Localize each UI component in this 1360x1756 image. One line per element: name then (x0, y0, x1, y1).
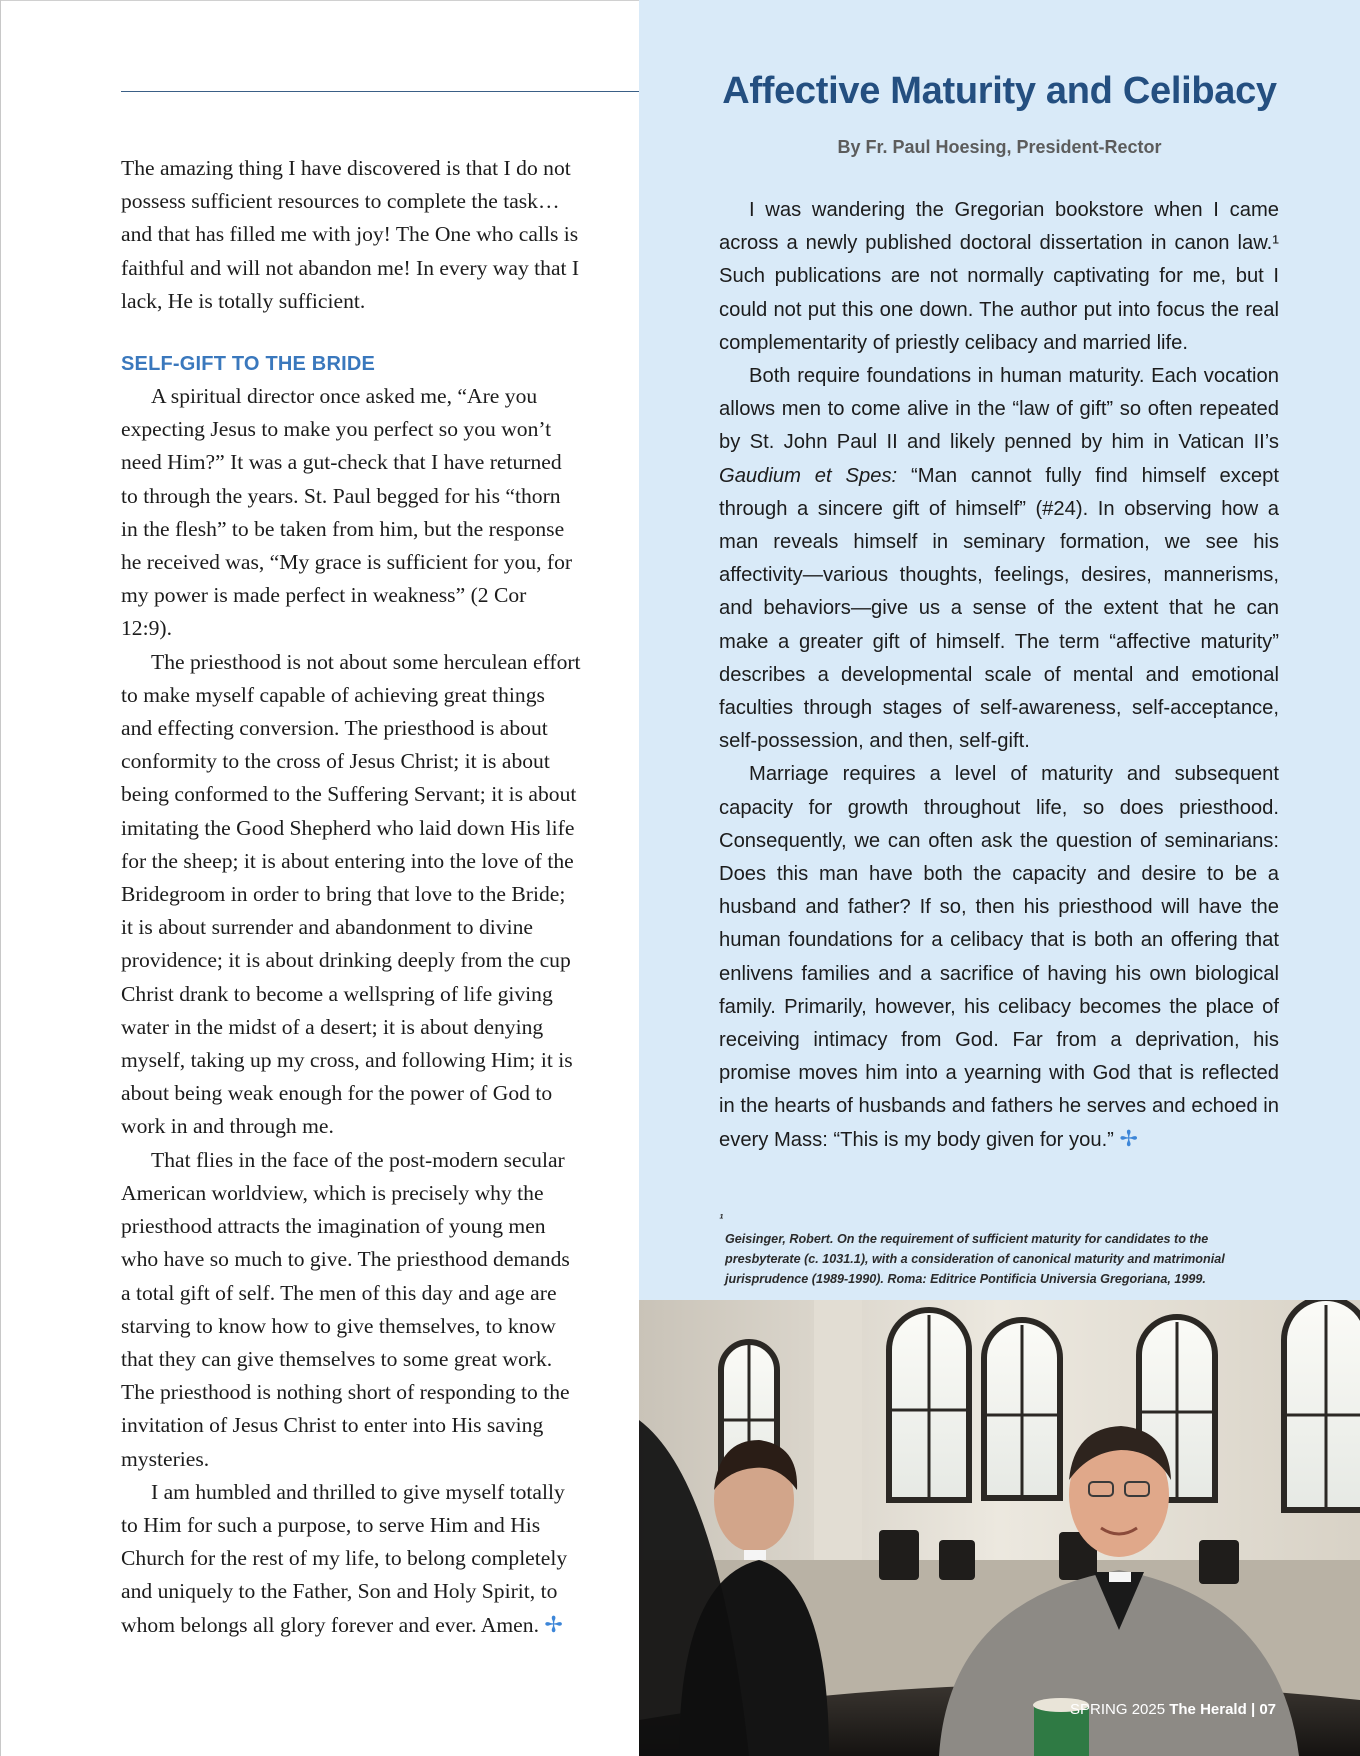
photo-illustration (639, 1300, 1360, 1756)
body-paragraph: A spiritual director once asked me, “Are you expecting Jesus to make you perfect so you won’t need Him?” It was a gut-check that I have returned to through the years. St. Paul begged for his “thorn in the flesh” to be taken from him, but the response he received was, “My grace is sufficient for you, for my power is made perfect in weakness” (2 Cor 12:9). (121, 384, 573, 641)
italic-title: Gaudium et Spes: (719, 464, 898, 487)
closing-paragraph (121, 1476, 581, 1642)
article-panel (639, 0, 1360, 1300)
footnote (719, 1209, 1279, 1289)
folio-page-number: 07 (1259, 1701, 1276, 1718)
p3-text: Marriage requires a level of maturity and subsequent capacity for growth throughout life, so does priesthood. Consequently, we can often ask the question of seminarians: Does this man have both the capacity and desire to be a husband and father? If so, then his priesthood will have the human foundations for a celibacy that is both an offering that enlivens families and a sacrifice of having his own biological family. Primarily, however, his celibacy becomes the place of receiving intimacy from God. Far from a deprivation, his promise moves him into a yearning with God that is reflected in the hearts of husbands and fathers he serves and echoed in every Mass: “This is my body given for you.” (719, 763, 1279, 1151)
footnote-text: Geisinger, Robert. On the requirement of sufficient maturity for candidates to the presbyterate (c. 1031.1), with a consideration of canonical maturity and matrimonial jurisprudence (1989-1990). Roma: Editrice Pontificia Universia Gregoriana, 1999. (725, 1232, 1225, 1286)
left-column (121, 152, 581, 1642)
cross-end-icon: ✢ (1119, 1126, 1138, 1152)
body-paragraph: That flies in the face of the post-modern secular American worldview, which is precisely why the priesthood attracts the imagination of young men who have so much to give. The priesthood demands a total gift of self. The men of this day and age are starving to know how to give themselves, to know that they can give themselves to some great work. The priesthood is nothing short of responding to the invitation of Jesus Christ to enter into His saving mysteries. (121, 1147, 570, 1471)
article-title: Affective Maturity and Celibacy (722, 70, 1277, 112)
page-left-border (0, 0, 1, 1756)
page-top-border (0, 0, 639, 1)
p2-text-start: Both require foundations in human maturity. Each vocation allows men to come alive in the “law of gift” so often repeated by St. John Paul II and likely penned by him in Vatican II’s (719, 365, 1279, 454)
cross-end-icon: ✢ (544, 1612, 563, 1638)
body-paragraph: The priesthood is not about some herculean effort to make myself capable of achieving great things and effecting conversion. The priesthood is about conformity to the cross of Jesus Christ; it is about being conformed to the Suffering Servant; it is about imitating the Good Shepherd who laid down His life for the sheep; it is about entering into the love of the Bridegroom in order to bring that love to the Bride; it is about surrender and abandonment to divine providence; it is about drinking deeply from the cup Christ drank to become a wellspring of life giving water in the midst of a desert; it is about denying myself, taking up my cross, and following Him; it is about being weak enough for the power of God to work in and through me. (121, 649, 581, 1139)
pillar (814, 1300, 862, 1600)
folio-publication: The Herald (1169, 1701, 1247, 1718)
section-heading: SELF-GIFT TO THE BRIDE (121, 353, 376, 376)
page-folio (1070, 1701, 1276, 1718)
article-photo (639, 1300, 1360, 1756)
article-paragraph: I was wandering the Gregorian bookstore when I came across a newly published doctoral dissertation in canon law.¹ Such publications are not normally captivating for me, but I could not put this one down. The author put into focus the real complementarity of priestly celibacy and married life. (719, 199, 1279, 354)
article-byline: By Fr. Paul Hoesing, President-Rector (837, 137, 1162, 157)
folio-separator: | (1250, 1701, 1256, 1718)
article-paragraph (719, 758, 1279, 1156)
folio-season: SPRING 2025 (1070, 1701, 1166, 1718)
footnote-marker: ¹ (719, 1212, 724, 1226)
p2-text-end: “Man cannot fully find himself except through a sincere gift of himself” (#24). In observing how a man reveals himself in seminary formation, we see his affectivity—various thoughts, feelings, desires, mannerisms, and behaviors—give us a sense of the extent that he can make a greater gift of himself. The term “affective maturity” describes a developmental scale of mental and emotional faculties through stages of self-awareness, self-acceptance, self-possession, and then, self-gift. (719, 464, 1279, 753)
article-body (719, 194, 1279, 1157)
article-paragraph (719, 360, 1279, 758)
left-column-rule (121, 91, 639, 92)
closing-text: I am humbled and thrilled to give myself totally to Him for such a purpose, to serve Him and His Church for the rest of my life, to belong completely and uniquely to the Father, Son and Holy Spirit, to whom belongs all glory forever and ever. Amen. (121, 1479, 568, 1637)
intro-paragraph: The amazing thing I have discovered is that I do not possess sufficient resources to complete the task… and that has filled me with joy! The One who calls is faithful and will not abandon me! In every way that I lack, He is totally sufficient. (121, 156, 580, 313)
